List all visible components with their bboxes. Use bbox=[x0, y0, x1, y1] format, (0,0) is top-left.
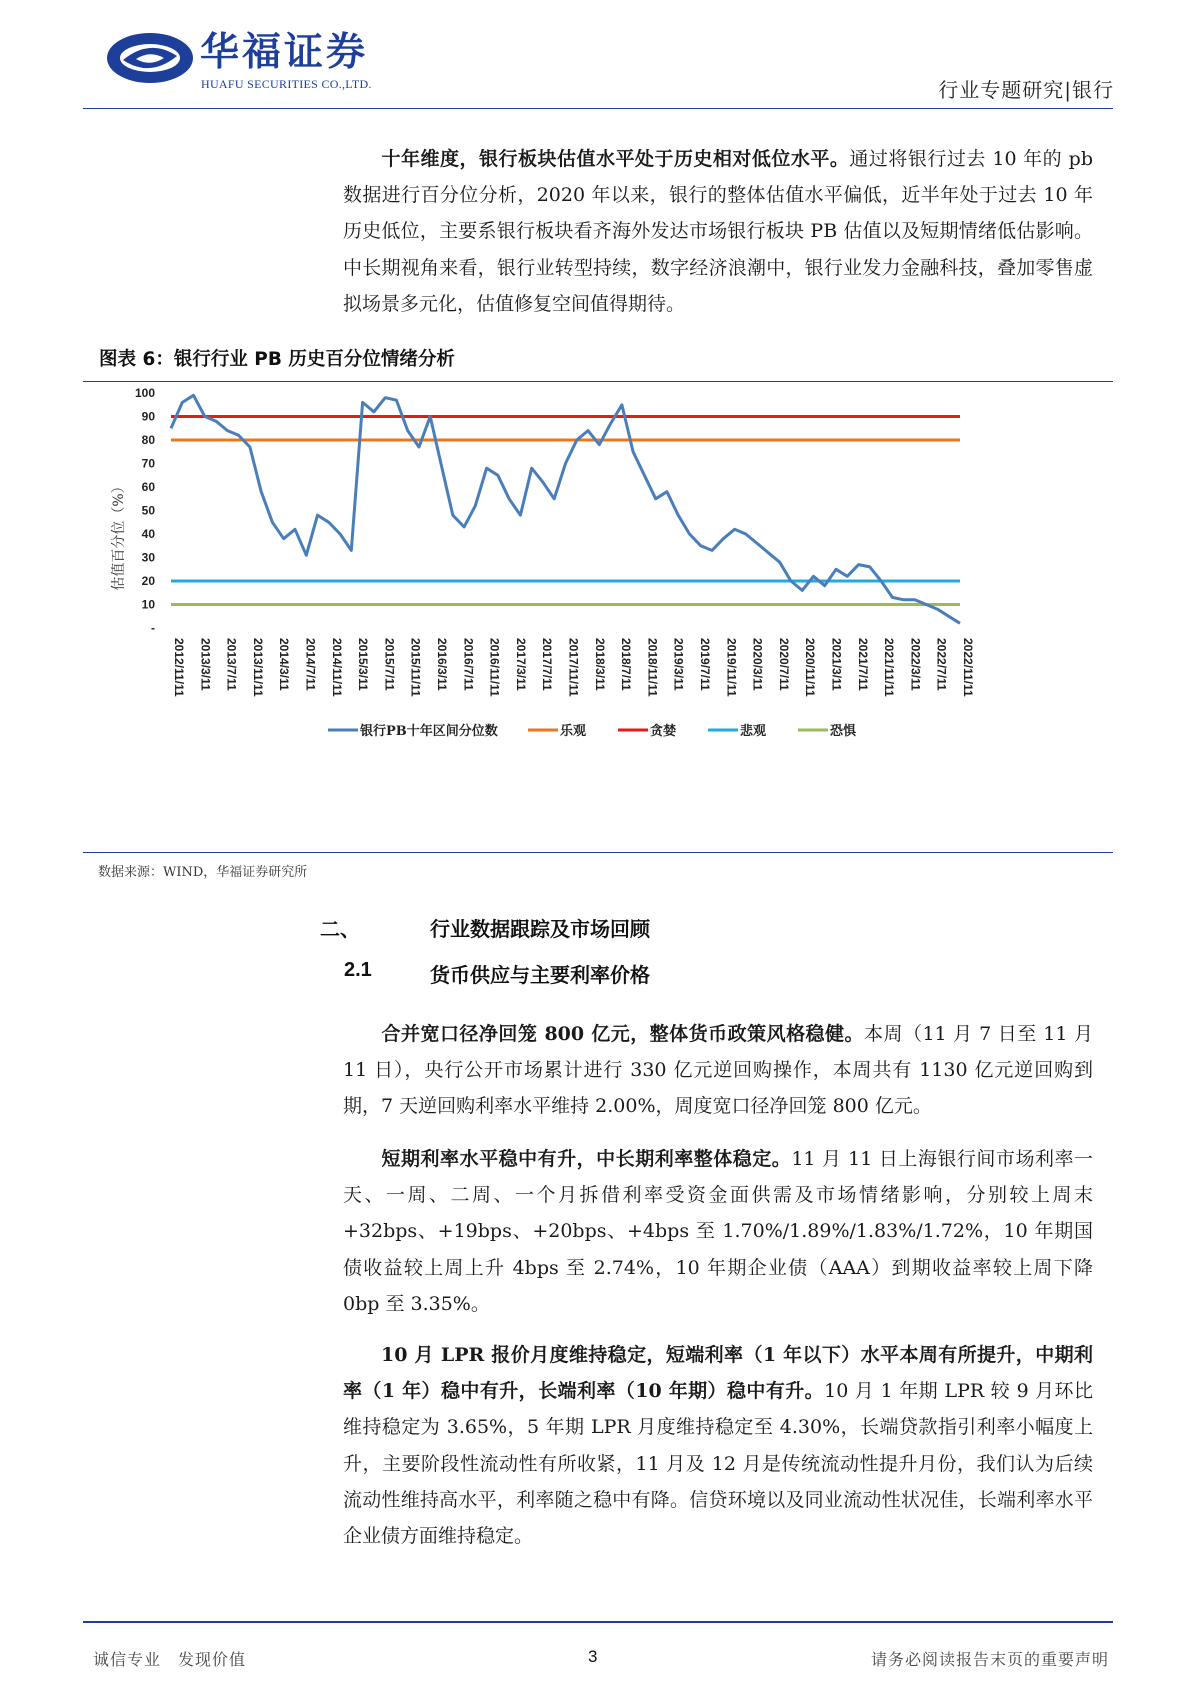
y-axis-ticks bbox=[135, 386, 155, 635]
x-tick-label: 2015/11/11 bbox=[408, 638, 423, 697]
page-number: 3 bbox=[588, 1647, 598, 1666]
section-2-1-title: 货币供应与主要利率价格 bbox=[430, 963, 650, 987]
series-line-pb-percentile bbox=[171, 395, 960, 623]
paragraph-lpr bbox=[343, 1337, 1093, 1554]
x-tick-label: 2017/7/11 bbox=[540, 638, 555, 691]
x-tick-label: 2014/11/11 bbox=[329, 638, 344, 697]
x-tick-label: 2021/11/11 bbox=[882, 638, 897, 697]
p3-lead: 10 月 LPR 报价月度维持稳定，短端利率（1 年以下）水平本周有所提升，中期利率（1 年）稳中有升，长端利率（10 年期）稳中有升。 bbox=[343, 1344, 1093, 1403]
x-tick-label: 2018/11/11 bbox=[645, 638, 660, 697]
p3-body: 10 月 1 年期 LPR 较 9 月环比维持稳定为 3.65%，5 年期 LPR 月度维持稳定至 4.30%，长端贷款指引利率小幅度上升，主要阶段性流动性有所收紧，11 月及 12 月是传统流动性提升月份，我们认为后续流动性维持高水平，利率随之稳中有降。信贷环境以及同业流动性状况佳，长端利率水平企业债方面维持稳定。 bbox=[343, 1380, 1093, 1548]
logo-name-en: HUAFU SECURITIES CO.,LTD. bbox=[201, 77, 372, 91]
y-tick-label: 10 bbox=[141, 597, 155, 612]
x-tick-label: 2013/11/11 bbox=[250, 638, 265, 697]
y-axis-label: 估值百分位（%） bbox=[111, 479, 127, 591]
x-tick-label: 2022/7/11 bbox=[934, 638, 949, 691]
x-tick-label: 2020/11/11 bbox=[803, 638, 818, 697]
x-tick-label: 2021/7/11 bbox=[855, 638, 870, 691]
footer-disclaimer: 请务必阅读报告末页的重要声明 bbox=[870, 1650, 1109, 1669]
y-tick-label: 90 bbox=[141, 409, 155, 424]
figure-title: 图表 6：银行行业 PB 历史百分位情绪分析 bbox=[99, 349, 455, 370]
section-2-title: 行业数据跟踪及市场回顾 bbox=[430, 917, 650, 941]
x-tick-label: 2018/3/11 bbox=[592, 638, 607, 691]
x-tick-label: 2020/3/11 bbox=[750, 638, 765, 691]
y-tick-label: - bbox=[151, 621, 155, 635]
header-divider bbox=[83, 108, 1113, 109]
chart-legend bbox=[328, 723, 857, 739]
reference-lines bbox=[171, 417, 960, 605]
x-tick-label: 2022/3/11 bbox=[908, 638, 923, 691]
x-tick-label: 2016/7/11 bbox=[461, 638, 476, 691]
x-tick-label: 2022/11/11 bbox=[961, 638, 975, 697]
y-tick-label: 20 bbox=[141, 574, 155, 588]
y-tick-label: 70 bbox=[141, 456, 155, 471]
x-axis-ticks bbox=[172, 638, 975, 697]
footer-slogan: 诚信专业 发现价值 bbox=[93, 1650, 247, 1669]
intro-paragraph bbox=[343, 141, 1093, 322]
p2-lead: 短期利率水平稳中有升，中长期利率整体稳定。 bbox=[381, 1148, 792, 1170]
x-tick-label: 2019/11/11 bbox=[724, 638, 739, 697]
legend-label: 银行PB十年区间分位数 bbox=[360, 724, 498, 739]
x-tick-label: 2016/3/11 bbox=[435, 638, 449, 691]
p1-lead: 合并宽口径净回笼 800 亿元，整体货币政策风格稳健。 bbox=[381, 1023, 865, 1045]
figure-source: 数据来源：WIND，华福证券研究所 bbox=[98, 865, 308, 880]
x-tick-label: 2017/3/11 bbox=[513, 638, 528, 691]
x-tick-label: 2017/11/11 bbox=[566, 638, 581, 697]
p1-body: 本周（11 月 7 日至 11 月 11 日），央行公开市场累计进行 330 亿元逆回购操作，本周共有 1130 亿元逆回购到期，7 天逆回购利率水平维持 2.00%，周度宽口径净回笼 800 亿元。 bbox=[343, 1023, 1093, 1118]
section-2-number: 二、 bbox=[320, 917, 360, 941]
x-tick-label: 2020/7/11 bbox=[776, 638, 791, 691]
x-tick-label: 2012/11/11 bbox=[172, 638, 186, 697]
x-tick-label: 2019/7/11 bbox=[698, 638, 712, 691]
legend-label: 悲观 bbox=[740, 724, 767, 739]
legend-label: 贪婪 bbox=[650, 724, 677, 739]
section-2-1-number: 2.1 bbox=[344, 959, 372, 981]
x-tick-label: 2016/11/11 bbox=[487, 638, 502, 697]
intro-body: 通过将银行过去 10 年的 pb 数据进行百分位分析，2020 年以来，银行的整体估值水平偏低，近半年处于过去 10 年历史低位，主要系银行板块看齐海外发达市场银行板块 PB 估值以及短期情绪低估影响。中长期视角来看，银行业转型持续，数字经济浪潮中，银行业发力金融科技，叠加零售虚拟场景多元化，估值修复空间值得期待。 bbox=[343, 148, 1093, 315]
p2-body: 11 月 11 日上海银行间市场利率一天、一周、二周、一个月拆借利率受资金面供需及市场情绪影响，分别较上周末+32bps、+19bps、+20bps、+4bps 至 1.70%/1.89%/1.83%/1.72%，10 年期国债收益较上周上升 4bps 至 2.74%，10 年期企业债（AAA）到期收益率较上周下降 0bp 至 3.35%。 bbox=[343, 1148, 1093, 1315]
x-tick-label: 2013/7/11 bbox=[224, 638, 239, 691]
x-tick-label: 2019/3/11 bbox=[671, 638, 686, 691]
pb-percentile-chart bbox=[83, 385, 1113, 845]
legend-label: 乐观 bbox=[560, 724, 587, 739]
y-tick-label: 100 bbox=[134, 386, 155, 400]
figure-divider-bottom bbox=[83, 852, 1113, 853]
y-tick-label: 50 bbox=[141, 503, 155, 518]
x-tick-label: 2021/3/11 bbox=[829, 638, 844, 691]
x-tick-label: 2014/3/11 bbox=[277, 638, 292, 691]
x-tick-label: 2015/7/11 bbox=[382, 638, 397, 691]
x-tick-label: 2013/3/11 bbox=[198, 638, 213, 691]
footer-divider bbox=[83, 1621, 1113, 1623]
y-tick-label: 40 bbox=[141, 527, 155, 541]
y-tick-label: 30 bbox=[141, 550, 155, 565]
figure-divider-top bbox=[83, 381, 1113, 382]
y-tick-label: 60 bbox=[141, 480, 155, 494]
intro-lead: 十年维度，银行板块估值水平处于历史相对低位水平。 bbox=[381, 148, 850, 170]
legend-label: 恐惧 bbox=[830, 724, 857, 739]
x-tick-label: 2014/7/11 bbox=[303, 638, 318, 691]
paragraph-net-withdrawal bbox=[343, 1016, 1093, 1125]
paragraph-short-rates bbox=[343, 1141, 1093, 1322]
x-tick-label: 2015/3/11 bbox=[356, 638, 371, 691]
logo-name-cn: 华福证券 bbox=[200, 30, 369, 75]
y-tick-label: 80 bbox=[141, 433, 155, 447]
report-type: 行业专题研究|银行 bbox=[938, 78, 1114, 102]
x-tick-label: 2018/7/11 bbox=[619, 638, 634, 691]
